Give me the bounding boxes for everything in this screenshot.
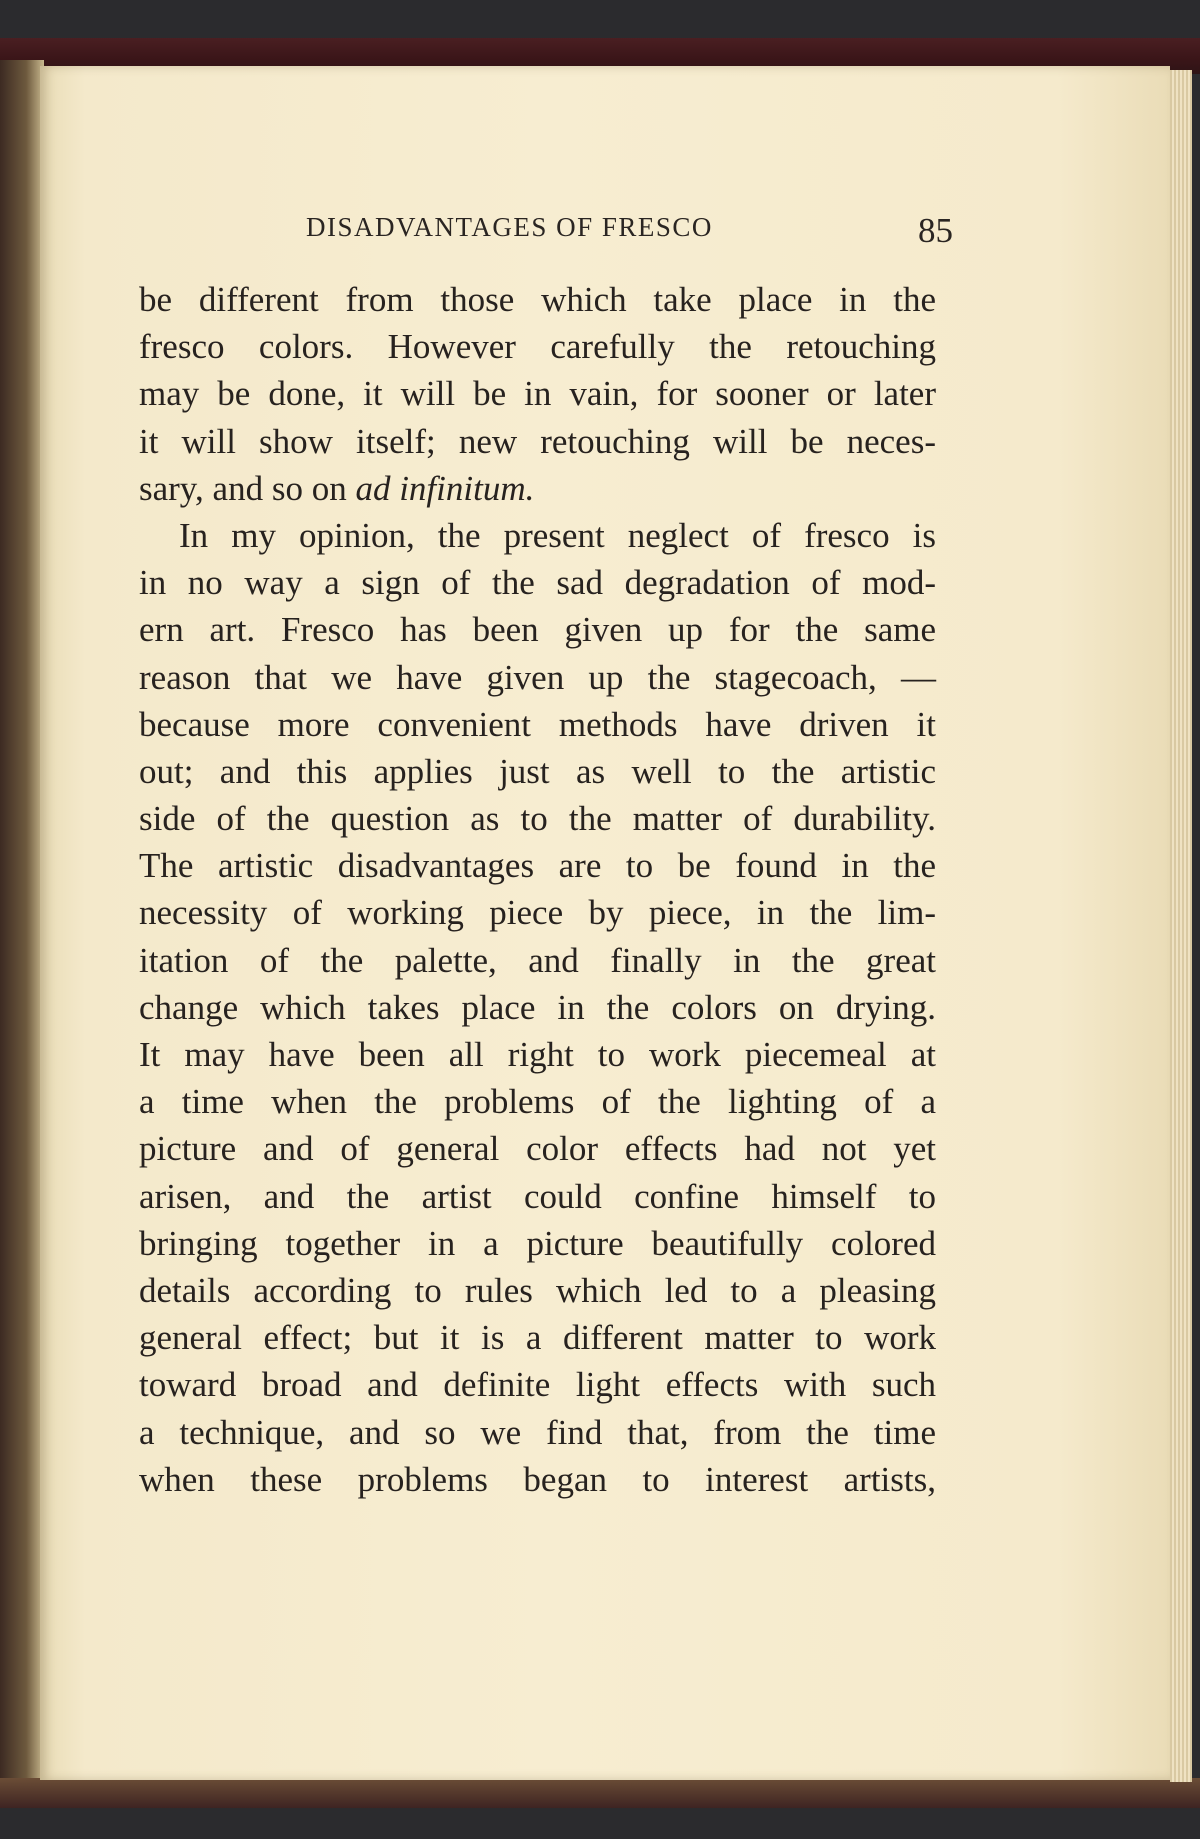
text-line: bringing together in a picture beautifully colored: [139, 1223, 936, 1263]
text-line: toward broad and definite light effects with such: [139, 1365, 936, 1405]
text-line: necessity of working piece by piece, in the lim-: [139, 893, 936, 933]
text-line: it will show itself; new retouching will be neces-: [139, 421, 936, 461]
text-line: [139, 465, 936, 512]
text-line: ern art. Fresco has been given up for the same: [139, 610, 936, 650]
text-line: general effect; but it is a different matter to work: [139, 1318, 936, 1358]
body-text: [139, 276, 936, 1503]
text-line: in no way a sign of the sad degradation of mod-: [139, 563, 936, 603]
text-line: fresco colors. However carefully the retouching: [139, 327, 936, 367]
text-line: a technique, and so we find that, from the time: [139, 1412, 936, 1452]
text-line: itation of the palette, and finally in the great: [139, 940, 936, 980]
text-line: be different from those which take place in the: [139, 280, 936, 319]
text-line: side of the question as to the matter of durability.: [139, 799, 936, 839]
text-fragment: sary, and so on: [139, 468, 347, 508]
text-line: It may have been all right to work piecemeal at: [139, 1035, 936, 1074]
text-line: reason that we have given up the stagecoach, —: [139, 657, 936, 697]
text-line: The artistic disadvantages are to be found in the: [139, 846, 936, 886]
text-line: picture and of general color effects had not yet: [139, 1129, 936, 1169]
text-line: change which takes place in the colors on drying.: [139, 987, 936, 1027]
text-line: arisen, and the artist could confine himself to: [139, 1176, 936, 1216]
paragraph-start-line: In my opinion, the present neglect of fresco is: [179, 515, 936, 555]
book-cover-left: [0, 60, 44, 1790]
running-head: DISADVANTAGES OF FRESCO: [306, 212, 713, 242]
book-cover-bottom: [0, 1778, 1200, 1808]
text-line: when these problems began to interest artists,: [139, 1459, 936, 1499]
text-line: out; and this applies just as well to the artistic: [139, 751, 936, 791]
text-line: details according to rules which led to a pleasing: [139, 1270, 936, 1310]
page-number: 85: [918, 211, 953, 250]
page-edges: [1170, 70, 1192, 1782]
text-line: because more convenient methods have driven it: [139, 704, 936, 744]
text-line: may be done, it will be in vain, for sooner or later: [139, 374, 936, 414]
italic-phrase: ad infinitum.: [355, 468, 535, 508]
text-line: a time when the problems of the lighting of a: [139, 1082, 936, 1122]
